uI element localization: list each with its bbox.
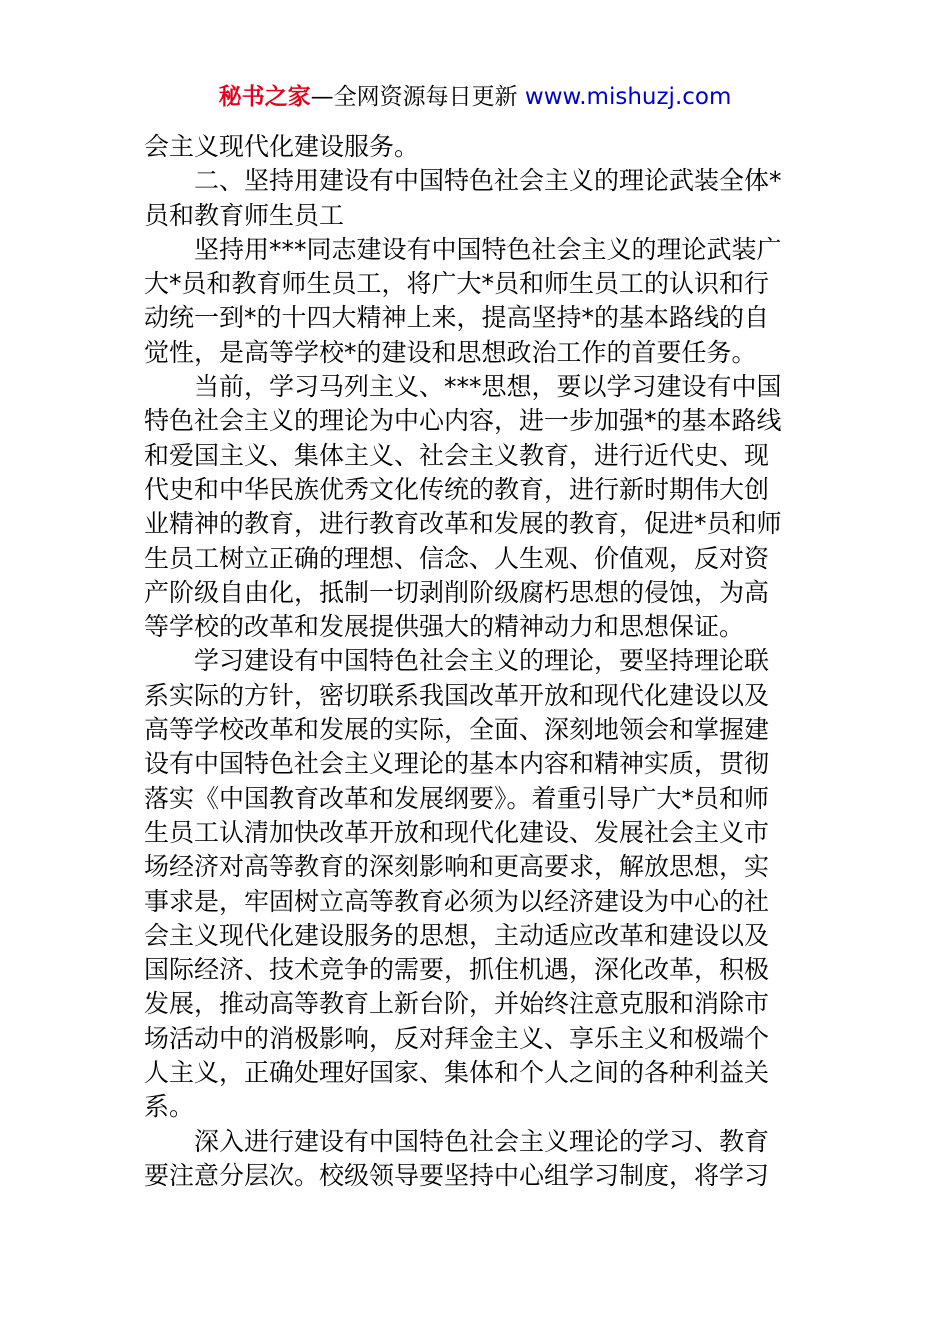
text-line: 动统一到*的十四大精神上来，提高坚持*的基本路线的自: [144, 303, 770, 333]
section-heading-line: 员和教育师生员工: [144, 200, 345, 230]
text-line: 生员工树立正确的理想、信念、人生观、价值观，反对资: [144, 543, 770, 573]
text-line: 场经济对高等教育的深刻影响和更高要求，解放思想，实: [144, 852, 770, 882]
text-line: 发展，推动高等教育上新台阶，并始终注意克服和消除市: [144, 989, 770, 1019]
document-body: [144, 130, 808, 1193]
text-line: 深入进行建设有中国特色社会主义理论的学习、教育: [144, 1126, 770, 1156]
text-line: 高等学校改革和发展的实际，全面、深刻地领会和掌握建: [144, 715, 770, 745]
text-line: 设有中国特色社会主义理论的基本内容和精神实质，贯彻: [144, 749, 770, 779]
text-line: 落实《中国教育改革和发展纲要》。着重引导广大*员和师: [144, 783, 770, 813]
text-line: 觉性，是高等学校*的建设和思想政治工作的首要任务。: [144, 337, 757, 367]
text-line: 当前，学习马列主义、***思想，要以学习建设有中国: [144, 372, 782, 402]
text-line: 特色社会主义的理论为中心内容，进一步加强*的基本路线: [144, 406, 782, 436]
text-line: 和爱国主义、集体主义、社会主义教育，进行近代史、现: [144, 440, 770, 470]
site-url-link[interactable]: www.mishuzj.com: [524, 84, 732, 110]
text-line: 场活动中的消极影响，反对拜金主义、享乐主义和极端个: [144, 1023, 770, 1053]
text-line: 产阶级自由化，抵制一切剥削阶级腐朽思想的侵蚀，为高: [144, 577, 770, 607]
text-line: 系。: [144, 1092, 195, 1122]
site-header: [0, 80, 950, 114]
section-heading-line: 二、坚持用建设有中国特色社会主义的理论武装全体*: [144, 166, 782, 196]
text-line: 业精神的教育，进行教育改革和发展的教育，促进*员和师: [144, 509, 782, 539]
text-line: 要注意分层次。校级领导要坚持中心组学习制度，将学习: [144, 1160, 770, 1190]
text-line: 国际经济、技术竞争的需要，抓住机遇，深化改革，积极: [144, 955, 770, 985]
text-line: 会主义现代化建设服务的思想，主动适应改革和建设以及: [144, 920, 770, 950]
site-tagline: —全网资源每日更新: [310, 84, 525, 110]
text-line: 代史和中华民族优秀文化传统的教育，进行新时期伟大创: [144, 474, 770, 504]
text-line: 人主义，正确处理好国家、集体和个人之间的各种利益关: [144, 1058, 770, 1088]
text-line: 生员工认清加快改革开放和现代化建设、发展社会主义市: [144, 817, 770, 847]
text-line: 大*员和教育师生员工，将广大*员和师生员工的认识和行: [144, 269, 770, 299]
text-line: 系实际的方针，密切联系我国改革开放和现代化建设以及: [144, 680, 770, 710]
text-line: 等学校的改革和发展提供强大的精神动力和思想保证。: [144, 612, 745, 642]
text-line: 坚持用***同志建设有中国特色社会主义的理论武装广: [144, 234, 782, 264]
text-line: 会主义现代化建设服务。: [144, 132, 420, 161]
text-line: 学习建设有中国特色社会主义的理论，要坚持理论联: [144, 646, 770, 676]
text-line: 事求是，牢固树立高等教育必须为以经济建设为中心的社: [144, 886, 770, 916]
site-brand: 秘书之家: [218, 84, 311, 110]
